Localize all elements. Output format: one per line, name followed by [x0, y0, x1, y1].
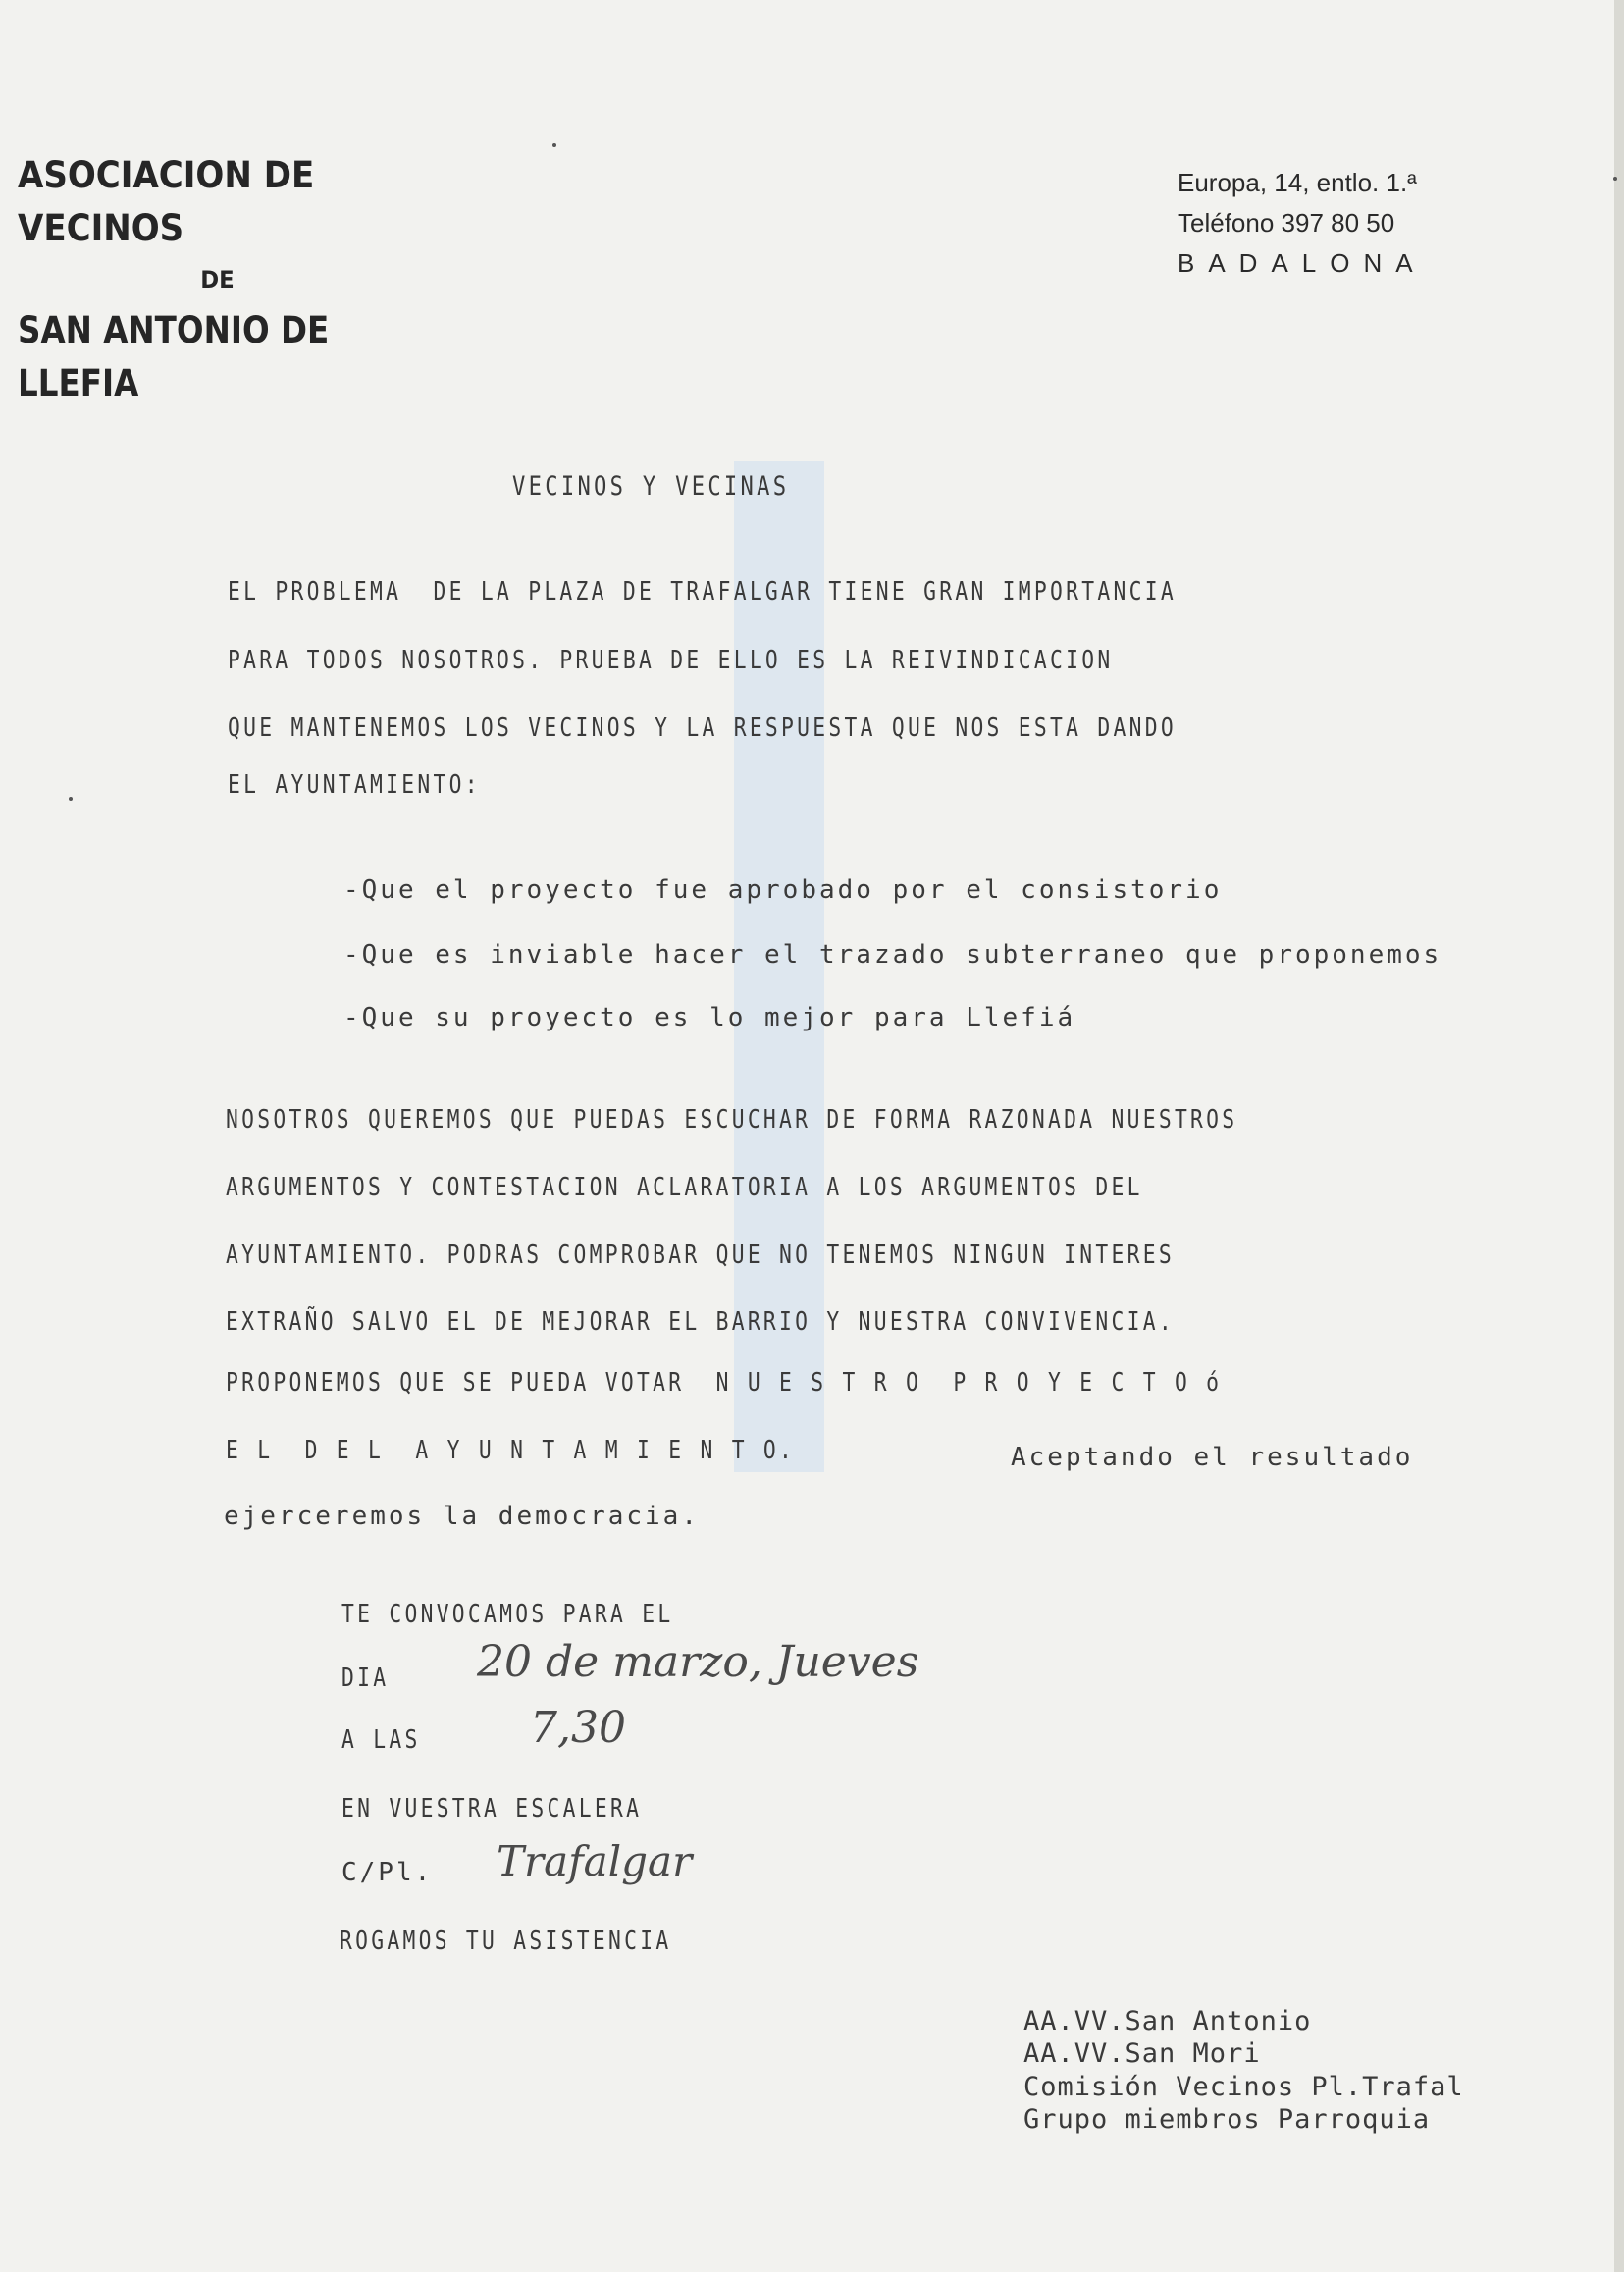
body-line-6: E L D E L A Y U N T A M I E N T O. — [226, 1436, 796, 1465]
letterhead-city: BADALONA — [1178, 248, 1427, 278]
paper-speck — [1613, 177, 1617, 181]
intro-line-2: PARA TODOS NOSOTROS. PRUEBA DE ELLO ES LA REIVINDICACION — [228, 646, 1114, 675]
letterhead-organization — [18, 149, 440, 410]
body-line-2: ARGUMENTOS Y CONTESTACION ACLARATORIA A LOS ARGUMENTOS DEL — [226, 1173, 1143, 1202]
letterhead-address-block — [1178, 163, 1427, 284]
day-label: DIA — [341, 1664, 390, 1693]
intro-line-3: QUE MANTENEMOS LOS VECINOS Y LA RESPUESTA QUE NOS ESTA DANDO — [228, 713, 1177, 743]
street-label: C/Pl. — [341, 1858, 434, 1887]
meeting-place: EN VUESTRA ESCALERA — [341, 1794, 643, 1823]
bullet-item-1: -Que el proyecto fue aprobado por el consistorio — [343, 875, 1223, 905]
page-edge-shadow — [1614, 0, 1624, 2272]
time-label: A LAS — [341, 1725, 421, 1755]
intro-line-1: EL PROBLEMA DE LA PLAZA DE TRAFALGAR TIENE GRAN IMPORTANCIA — [228, 577, 1177, 607]
letterhead-org-line2: DE — [200, 266, 235, 293]
intro-line-4: EL AYUNTAMIENTO: — [228, 770, 481, 800]
signatory-1: AA.VV.San Antonio — [1023, 2006, 1312, 2036]
body-line-5: PROPONEMOS QUE SE PUEDA VOTAR N U E S T R O P R O Y E C T O ó — [226, 1368, 1223, 1398]
letterhead-phone: Teléfono 397 80 50 — [1178, 208, 1395, 238]
signatory-3: Comisión Vecinos Pl.Trafal — [1023, 2072, 1464, 2102]
day-handwritten: 20 de marzo, Jueves — [477, 1637, 919, 1687]
paper-speck — [552, 143, 556, 147]
signatory-2: AA.VV.San Mori — [1023, 2038, 1261, 2069]
convocation-intro: TE CONVOCAMOS PARA EL — [341, 1600, 674, 1629]
letterhead-org-line3: SAN ANTONIO DE LLEFIA — [18, 309, 330, 404]
body-line-6-continuation: Aceptando el resultado — [1011, 1443, 1414, 1472]
time-handwritten: 7,30 — [530, 1703, 626, 1753]
letterhead-address: Europa, 14, entlo. 1.ª — [1178, 168, 1417, 197]
attendance-request: ROGAMOS TU ASISTENCIA — [340, 1927, 672, 1956]
bullet-item-2: -Que es inviable hacer el trazado subterraneo que proponemos — [343, 940, 1442, 970]
letterhead-org-line1: ASOCIACION DE VECINOS — [18, 154, 315, 249]
bullet-item-3: -Que su proyecto es lo mejor para Llefiá — [343, 1003, 1076, 1032]
letter-title: VECINOS Y VECINAS — [512, 471, 790, 502]
body-line-3: AYUNTAMIENTO. PODRAS COMPROBAR QUE NO TENEMOS NINGUN INTERES — [226, 1241, 1175, 1270]
body-line-1: NOSOTROS QUEREMOS QUE PUEDAS ESCUCHAR DE FORMA RAZONADA NUESTROS — [226, 1105, 1238, 1135]
paper-speck — [69, 797, 73, 801]
street-handwritten: Trafalgar — [497, 1837, 693, 1885]
body-line-4: EXTRAÑO SALVO EL DE MEJORAR EL BARRIO Y NUESTRA CONVIVENCIA. — [226, 1307, 1175, 1337]
body-line-7: ejerceremos la democracia. — [224, 1502, 700, 1531]
signatory-4: Grupo miembros Parroquia — [1023, 2104, 1431, 2135]
